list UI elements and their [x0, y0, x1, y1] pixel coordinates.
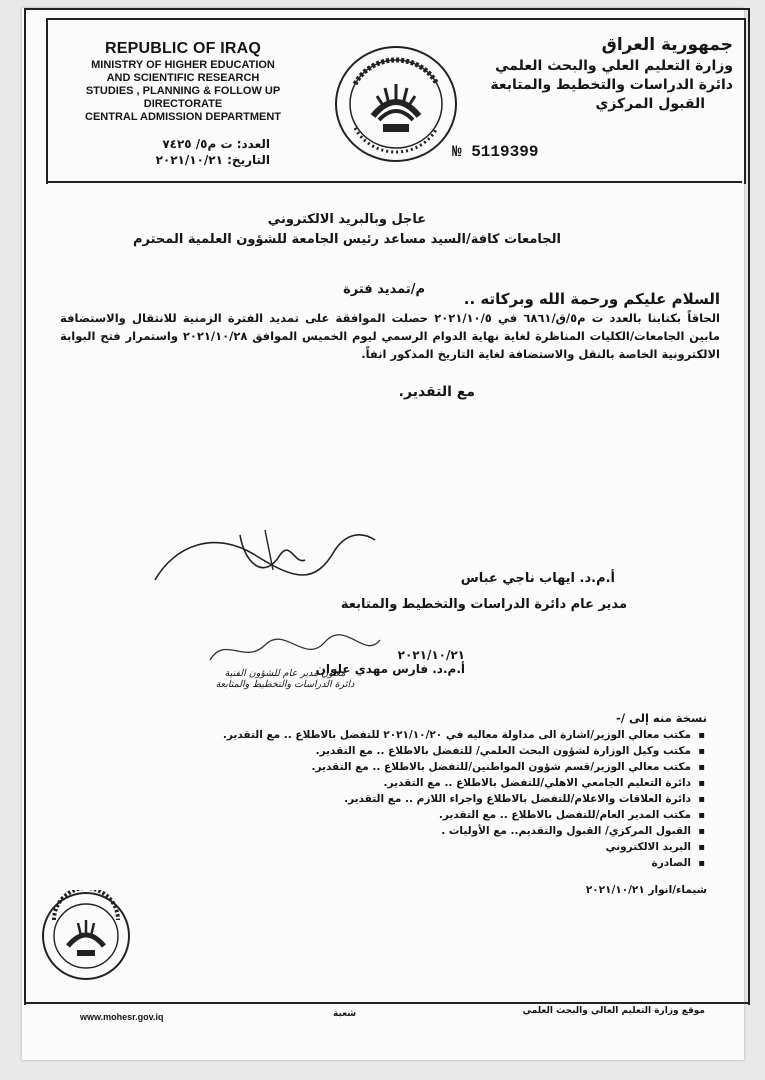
arabic-letterhead	[483, 34, 733, 114]
list-item: ▪ مكتب وكيل الوزارة لشؤون البحث العلمي/ للتفضل بالاطلاع .. مع التقدير.	[145, 744, 705, 760]
handwritten-signature-icon	[145, 525, 385, 595]
list-item: ▪ القبول المركزي/ القبول والتقديم.. مع الأوليات .	[145, 824, 705, 840]
ministry-seal-icon	[333, 44, 459, 164]
signer-title: مدير عام دائرة الدراسات والتخطيط والمتابعة	[340, 597, 627, 612]
english-department: CENTRAL ADMISSION DEPARTMENT	[85, 110, 281, 123]
subject-line: م/تمديد فترة	[343, 282, 425, 297]
official-stamp	[200, 668, 370, 691]
typist-initials: شيماء/انوار ٢٠٢١/١٠/٢١	[585, 884, 707, 896]
addressee: الجامعات كافة/السيد مساعد رئيس الجامعة للشؤون العلمية المحترم	[133, 231, 561, 247]
english-ministry: MINISTRY OF HIGHER EDUCATION	[91, 58, 275, 71]
list-item: ▪ الصادرة	[145, 856, 705, 872]
footer-site-label: موقع وزارة التعليم العالي والبحث العلمي	[522, 1006, 705, 1016]
arabic-ministry: وزارة التعليم العلي والبحث العلمي	[495, 57, 733, 74]
website-link[interactable]: www.mohesr.gov.iq	[80, 1012, 164, 1022]
footer-divider	[24, 1002, 748, 1004]
greeting: السلام عليكم ورحمة الله وبركاته ..	[463, 290, 720, 308]
list-item: ▪ البريد الالكتروني	[145, 840, 705, 856]
bottom-seal-icon	[40, 890, 132, 982]
list-item: ▪ مكتب معالي الوزير/قسم شؤون المواطنين/للتفضل بالاطلاع .. مع التقدير.	[145, 760, 705, 776]
arabic-department: القبول المركزي	[595, 95, 705, 112]
arabic-country: جمهورية العراق	[601, 35, 733, 55]
list-item: ▪ مكتب المدير العام/للتفضل بالاطلاع .. مع التقدير.	[145, 808, 705, 824]
footer-division: شعبة	[333, 1009, 357, 1019]
second-signer-date: ٢٠٢١/١٠/٢١	[397, 648, 465, 662]
arabic-directorate: دائرة الدراسات والتخطيط والمتابعة	[490, 76, 733, 93]
copies-heading: نسخة منه إلى /-	[616, 711, 707, 725]
reference-date: التاريخ: ٢٠٢١/١٠/٢١	[155, 152, 270, 167]
closing-regards: مع التقدير.	[398, 384, 475, 400]
reference-block	[90, 137, 270, 168]
letter-body: الحاقاً بكتابنا بالعدد ت م٥/ق/٦٨٦١ في ٢٠٢١/١٠/٥ حصلت الموافقة على تمديد الفترة الزمنية للانتقال والاستضافة مابين الجامعات/الكليات المناظرة لغاية نهاية الدوام الرسمي ليوم الخميس الموافق ٢٠٢١/١٠/٢٨ واستمرار فتح البوابة الالكترونية الخاصة بالنقل والاستضافة لغاية التاريخ المذكور انفاً.	[60, 311, 720, 361]
english-directorate: STUDIES , PLANNING & FOLLOW UP DIRECTORATE	[85, 84, 281, 110]
reference-number: العدد: ت م٥/ ٧٤٢٥	[162, 137, 270, 151]
copies-list	[145, 728, 705, 872]
urgent-notice: عاجل وبالبريد الالكتروني	[267, 212, 427, 227]
stamp-line-1: معاون مدير عام للشؤون الفنية	[224, 668, 346, 679]
second-signer-name: أ.م.د. فارس مهدي علوان	[315, 662, 465, 676]
list-item: ▪ دائرة العلاقات والاعلام/للتفضل بالاطلاع واجراء اللازم .. مع التقدير.	[145, 792, 705, 808]
english-letterhead	[58, 40, 308, 124]
addressee-block	[67, 210, 627, 249]
stamp-line-2: دائرة الدراسات والتخطيط والمتابعة	[215, 679, 355, 691]
list-item: ▪ مكتب معالي الوزير/اشارة الى مداولة معاليه في ٢٠٢١/١٠/٢٠ للتفضل بالاطلاع .. مع التقدير.	[145, 728, 705, 744]
list-item: ▪ دائرة التعليم الجامعي الاهلي/للتفضل بالاطلاع .. مع التقدير.	[145, 776, 705, 792]
english-ministry-2: AND SCIENTIFIC RESEARCH	[106, 71, 260, 84]
letterhead-divider	[46, 181, 742, 183]
signer-name: أ.م.د. ايهاب ناجي عباس	[460, 571, 615, 586]
english-country: REPUBLIC OF IRAQ	[104, 40, 262, 57]
serial-number: № 5119399	[452, 143, 539, 161]
